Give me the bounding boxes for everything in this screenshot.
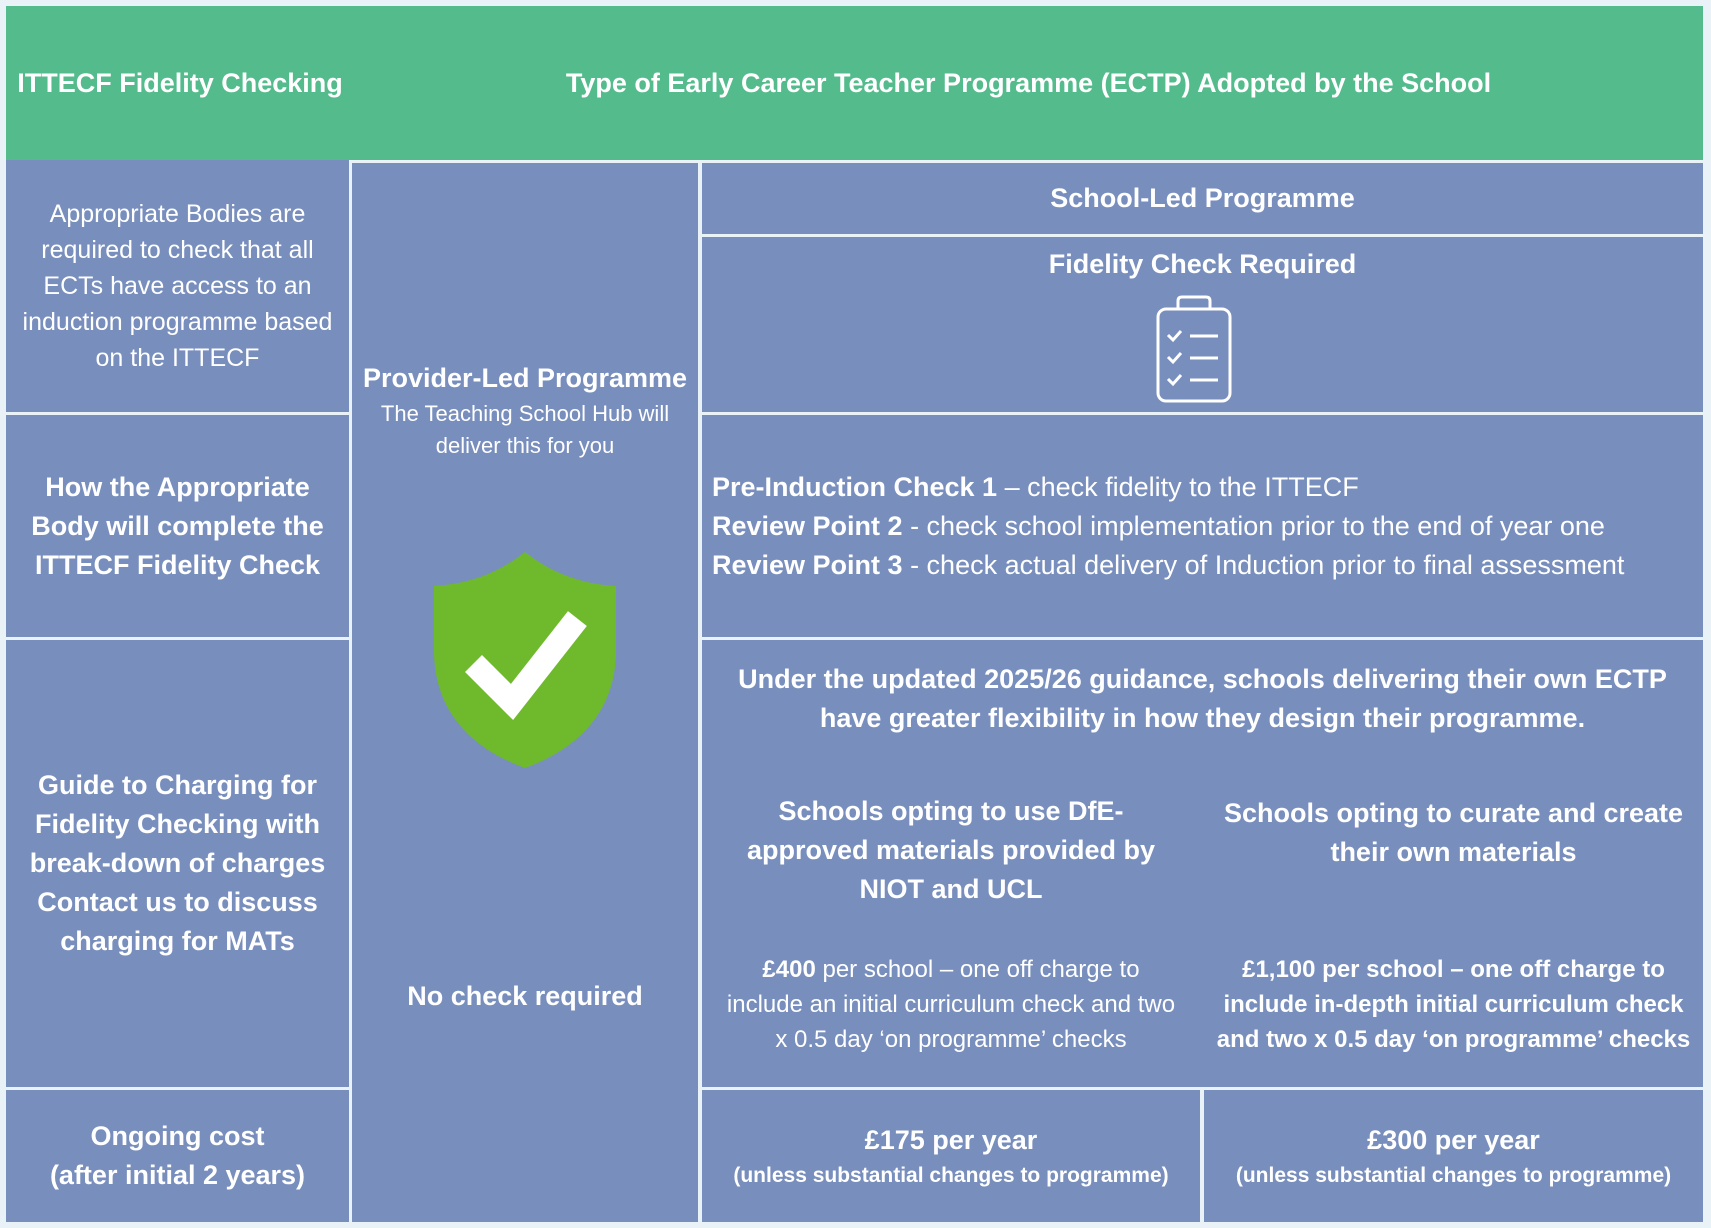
option-a-heading: Schools opting to use DfE-approved materials provided by NIOT and UCL <box>746 796 1156 904</box>
provider-led-status: No check required <box>407 981 643 1011</box>
option-b-ongoing-note: (unless substantial changes to programme) <box>1235 1163 1672 1187</box>
check-item-3 <box>712 546 1703 585</box>
left-charging-text: Guide to Charging for Fidelity Checking with break-down of charges <box>29 770 326 878</box>
check-label: Review Point 2 <box>712 510 903 541</box>
check-text: - check actual delivery of Induction prior to final assessment <box>902 549 1625 580</box>
check-text: - check school implementation prior to the end of year one <box>902 510 1605 541</box>
left-ongoing-sub: (after initial 2 years) <box>49 1160 306 1190</box>
option-a-price-amount: £400 <box>762 956 816 983</box>
option-b-ongoing-cell <box>1204 1090 1703 1222</box>
check-item-1 <box>712 468 1703 507</box>
left-charging-cell <box>6 640 349 1087</box>
left-how-cell <box>6 415 349 637</box>
provider-led-cell <box>352 163 698 1222</box>
check-text: – check fidelity to the ITTECF <box>997 471 1359 502</box>
school-led-title: School-Led Programme <box>1050 183 1355 213</box>
guidance-text: Under the updated 2025/26 guidance, schools delivering their own ECTP have greater flexibility in how they design their programme. <box>738 664 1667 733</box>
left-how-text: How the Appropriate Body will complete the ITTECF Fidelity Check <box>31 471 324 580</box>
shield-check-icon <box>430 550 620 770</box>
option-b-ongoing-price: £300 per year <box>1367 1124 1540 1155</box>
header-main-title: Type of Early Career Teacher Programme (ECTP) Adopted by the School <box>565 67 1492 98</box>
header-left-title: ITTECF Fidelity Checking <box>17 67 343 98</box>
left-intro-text: Appropriate Bodies are required to check that all ECTs have access to an induction programme based on the ITTECF <box>22 200 333 372</box>
option-b-heading: Schools opting to curate and create their own materials <box>1223 798 1684 867</box>
check-label: Review Point 3 <box>712 549 903 580</box>
header-main-cell <box>354 6 1703 160</box>
left-ongoing-cell <box>6 1090 349 1222</box>
option-a-price-text: per school – one off charge to include an initial curriculum check and two x 0.5 day ‘on programme’ checks <box>726 956 1176 1053</box>
clipboard-checklist-icon <box>1154 293 1234 405</box>
option-a-ongoing-price: £175 per year <box>864 1124 1038 1155</box>
fidelity-required-cell <box>702 237 1703 412</box>
provider-led-subtitle: The Teaching School Hub will deliver this for you <box>380 401 670 458</box>
provider-led-title: Provider-Led Programme <box>362 363 688 393</box>
option-b-price: £1,100 per school – one off charge to include in-depth initial curriculum check and two x 0.5 day ‘on programme’ checks <box>1216 956 1691 1053</box>
shield-shape <box>434 552 616 768</box>
left-charging-contact: Contact us to discuss charging for MATs <box>37 887 318 956</box>
left-ongoing-title: Ongoing cost <box>90 1121 265 1151</box>
option-a-price <box>726 952 1176 1057</box>
option-a-ongoing-note: (unless substantial changes to programme) <box>733 1163 1169 1187</box>
option-a-ongoing-cell <box>702 1090 1200 1222</box>
check-item-2 <box>712 507 1703 546</box>
school-led-title-cell <box>702 163 1703 234</box>
checks-cell <box>702 415 1703 637</box>
fidelity-required-title: Fidelity Check Required <box>1048 249 1357 279</box>
left-intro-cell <box>6 160 349 412</box>
charging-cell <box>702 640 1703 1087</box>
header-left-cell <box>6 6 354 160</box>
check-label: Pre-Induction Check 1 <box>712 471 998 502</box>
